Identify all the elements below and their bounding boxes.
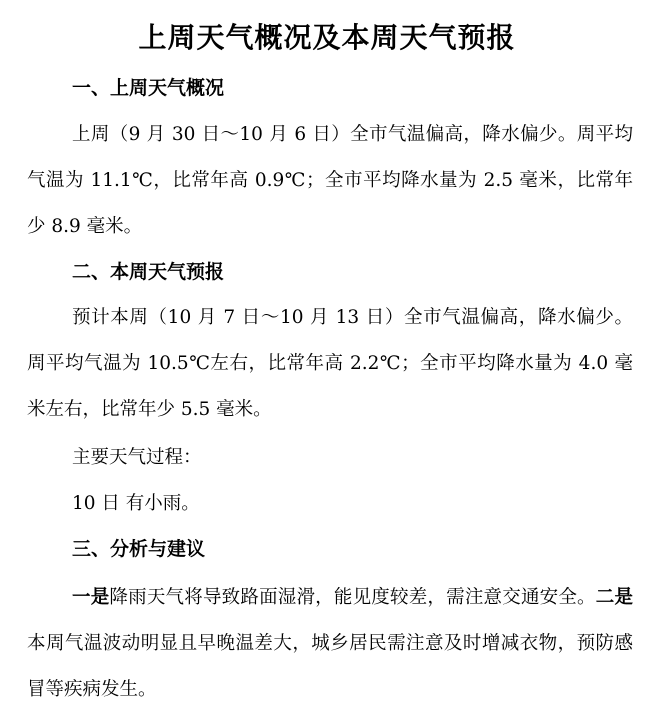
weather-process-label: 主要天气过程：	[72, 447, 202, 468]
weather-process-item: 10 日 有小雨。	[72, 493, 200, 514]
document-title: 上周天气概况及本周天气预报	[138, 21, 516, 54]
section-heading-advice: 三、分析与建议	[72, 538, 206, 560]
advice-lead-second: 二是	[595, 587, 633, 608]
paragraph-last-week-summary: 上周（9 月 30 日～10 月 6 日）全市气温偏高，降水偏少。周平均气温为 11.1℃，比常年高 0.9℃；全市平均降水量为 2.5 毫米，比常年少 8.9 毫米。	[27, 124, 633, 237]
paragraph-advice	[27, 575, 633, 713]
section-heading-last-week: 一、上周天气概况	[72, 77, 225, 99]
advice-text-first: 降雨天气将导致路面湿滑，能见度较差，需注意交通安全。	[109, 587, 596, 608]
advice-text-second: 本周气温波动明显且早晚温差大，城乡居民需注意及时增减衣物，预防感冒等疾病发生。	[27, 633, 633, 700]
paragraph-this-week-forecast: 预计本周（10 月 7 日～10 月 13 日）全市气温偏高，降水偏少。周平均气温为 10.5℃左右，比常年高 2.2℃；全市平均降水量为 4.0 毫米左右，比常年少 5.5 毫米。	[27, 307, 633, 420]
advice-lead-first: 一是	[72, 587, 110, 608]
section-heading-this-week: 二、本周天气预报	[72, 261, 225, 283]
